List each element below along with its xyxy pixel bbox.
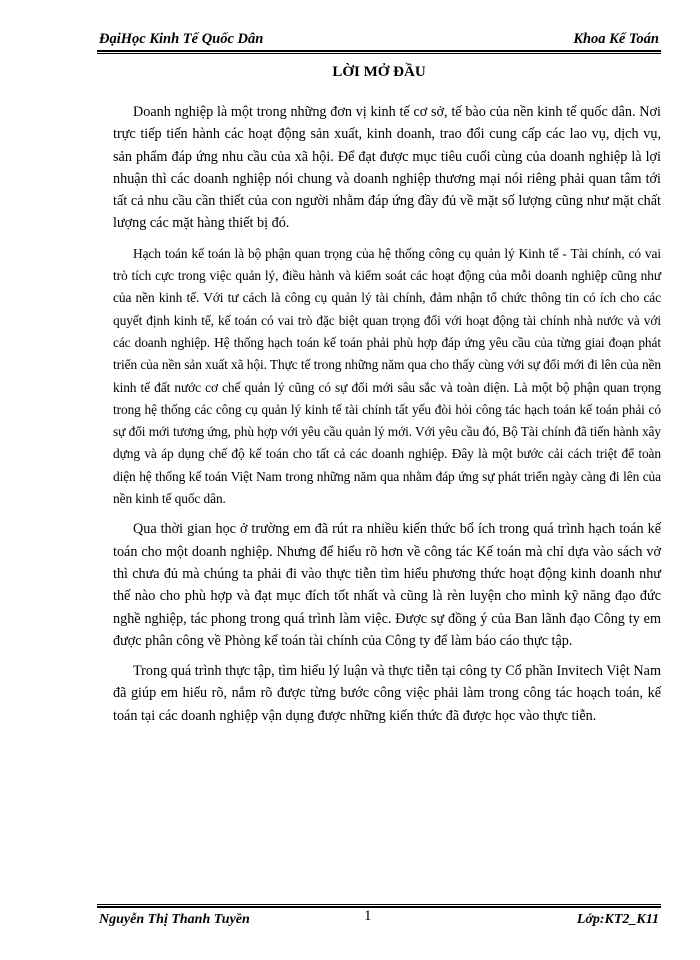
document-body — [113, 101, 661, 735]
header-university: ĐạiHọc Kinh Tế Quốc Dân — [99, 31, 264, 47]
paragraph: Trong quá trình thực tập, tìm hiểu lý luận và thực tiễn tại công ty Cổ phần Invitech Việt Nam đã giúp em hiểu rõ, nắm rõ được từng bước công việc phải làm trong công tác hoạch toán, kế toán tại các doanh nghiệp vận dụng được những kiến thức đã được học vào thực tiễn. — [113, 663, 661, 724]
paragraph: Hạch toán kế toán là bộ phận quan trọng của hệ thống công cụ quản lý Kinh tế - Tài chính, có vai trò tích cực trong việc quản lý, điều hành và kiểm soát các hoạt động của mỗi doanh nghiệp cũng như của nền kinh tế. Với tư cách là công cụ quản lý tài chính, đảm nhận tổ chức thông tin có ích cho các quyết định kinh tế, kế toán có vai trò đặc biệt quan trọng đối với hoạt động tài chính nhà nước và với các doanh nghiệp. Hệ thống hạch toán kế toán phải phù hợp đáp ứng yêu cầu của từng giai đoạn phát triển của nền sản xuất xã hội. Thực tế trong những năm qua cho thấy cùng với sự đổi mới đi lên của nền kinh tế đất nước cơ chế quản lý cũng có sự đổi mới sâu sắc và toàn diện. Là một bộ phận quan trọng trong hệ thống các công cụ quản lý kinh tế tài chính tất yếu đòi hỏi công tác hạch toán kế toán phải có sự đổi mới tương ứng, phù hợp với yêu cầu quản lý mới. Với yêu cầu đó, Bộ Tài chính đã tiến hành xây dựng và áp dụng chế độ kế toán cho tất cả các doanh nghiệp. Đây là một bước cải cách triệt để toàn diện hệ thống kế toán Việt Nam trong những năm qua nhằm đáp ứng sự phát triển ngày càng đi lên của nền kinh tế quốc dân. — [113, 245, 661, 507]
footer-author: Nguyễn Thị Thanh Tuyền — [99, 912, 250, 927]
page-header — [99, 31, 659, 51]
header-faculty: Khoa Kế Toán — [573, 31, 659, 47]
header-divider — [97, 50, 661, 54]
footer-class: Lớp:KT2_K11 — [576, 912, 659, 927]
page-footer — [99, 908, 659, 932]
paragraph: Qua thời gian học ở trường em đã rút ra nhiều kiến thức bổ ích trong quá trình hạch toán kế toán cho một doanh nghiệp. Nhưng để hiểu rõ hơn về công tác Kế toán mà chỉ dựa vào sách vở thì chưa đủ mà chúng ta phải đi vào thực tiễn tìm hiểu phương thức hoạt động kinh doanh như thế nào cho phù hợp và đạt mục đích tốt nhất và cũng là rèn luyện cho mình kỹ năng đạo đức nghề nghiệp, tác phong trong quá trình làm việc. Được sự đồng ý của Ban lãnh đạo Công ty em được phân công về Phòng kế toán tài chính của Công ty để làm báo cáo thực tập. — [113, 521, 661, 649]
footer-divider — [97, 904, 661, 908]
page-number: 1 — [364, 908, 372, 924]
paragraph: Doanh nghiệp là một trong những đơn vị kinh tế cơ sở, tế bào của nền kinh tế quốc dân. Nơi trực tiếp tiến hành các hoạt động sản xuất, kinh doanh, trao đổi cung cấp các lao vụ, dịch vụ, sản phẩm đáp ứng nhu cầu của xã hội. Để đạt được mục tiêu cuối cùng của doanh nghiệp là lợi nhuận thì các doanh nghiệp nói chung và doanh nghiệp thương mại nói riêng phải quan tâm tới tất cả nhu cầu cần thiết của con người nhằm đáp ứng đầy đủ về mặt số lượng cũng như mặt chất lượng các mặt hàng thiết bị đó. — [113, 104, 661, 232]
page-title: LỜI MỞ ĐẦU — [332, 64, 426, 80]
